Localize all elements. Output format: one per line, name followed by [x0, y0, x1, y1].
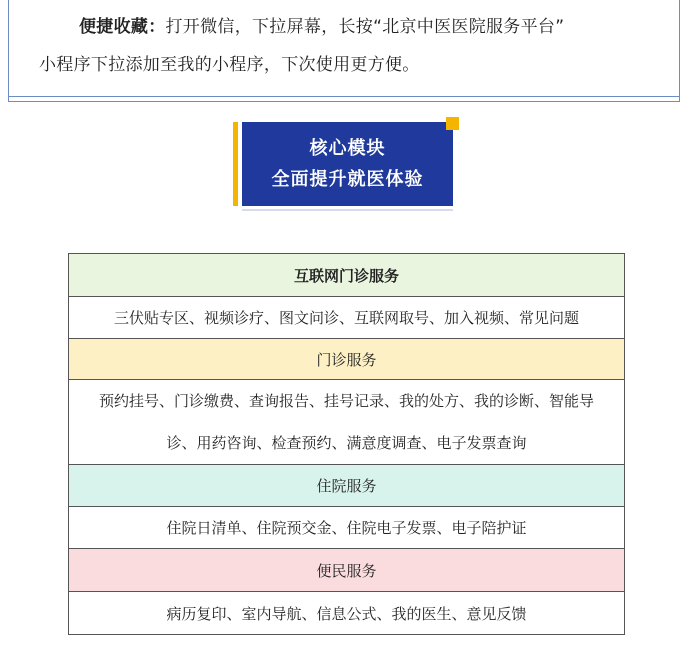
- tip-line-2: 小程序下拉添加至我的小程序，下次使用更方便。: [39, 55, 420, 75]
- heading-accent-bar: [233, 122, 238, 206]
- tip-box: [8, 0, 680, 102]
- service-items-outpatient: [69, 380, 624, 465]
- service-table: [68, 253, 625, 635]
- tip-line-1: [79, 12, 564, 37]
- service-items-internet: 三伏贴专区、视频诊疗、图文问诊、互联网取号、加入视频、常见问题: [69, 297, 624, 339]
- service-header-outpatient: 门诊服务: [69, 339, 624, 380]
- tip-text-1: 打开微信，下拉屏幕，长按“北京中医医院服务平台”: [165, 17, 565, 37]
- service-items-convenience: 病历复印、室内导航、信息公式、我的医生、意见反馈: [69, 592, 624, 634]
- service-header-inpatient: 住院服务: [69, 465, 624, 507]
- service-items-outpatient-line-1: 预约挂号、门诊缴费、查询报告、挂号记录、我的处方、我的诊断、智能导: [98, 392, 594, 410]
- heading-subtitle: 全面提升就医体验: [271, 169, 424, 190]
- service-header-internet: 互联网门诊服务: [69, 254, 624, 297]
- heading-box: [242, 122, 453, 206]
- service-items-outpatient-line-2: 诊、用药咨询、检查预约、满意度调查、电子发票查询: [166, 434, 527, 452]
- heading-accent-square: [446, 117, 459, 130]
- service-header-convenience: 便民服务: [69, 549, 624, 592]
- tip-label: 便捷收藏：: [79, 17, 166, 37]
- heading-underline: [242, 209, 453, 211]
- service-items-inpatient: 住院日清单、住院预交金、住院电子发票、电子陪护证: [69, 507, 624, 549]
- section-heading: [233, 117, 463, 212]
- heading-title: 核心模块: [309, 138, 386, 159]
